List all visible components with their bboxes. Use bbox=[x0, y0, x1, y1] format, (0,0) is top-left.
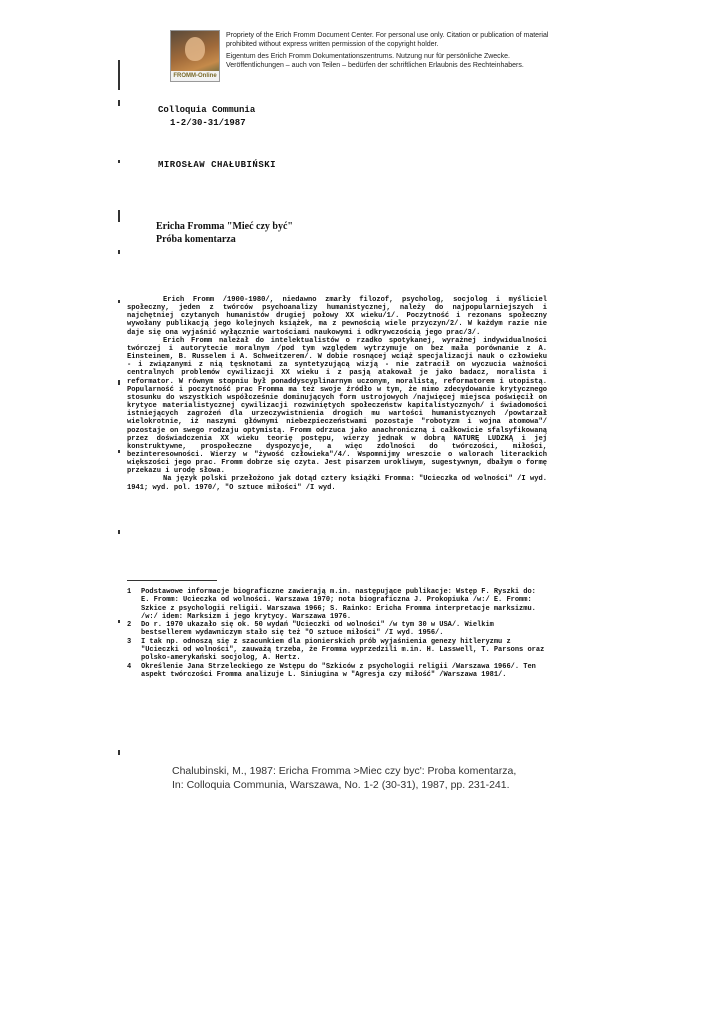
paragraph: Erich Fromm /1900-1980/, niedawno zmarły filozof, psycholog, socjolog i myśliciel społeczny, jeden z twórców psychoanalizy humanistycznej, należy do najpopularniejszych i najchętniej czytanych humanistów drugiej połowy XX wieku/1/. Poczytność i rezonans społeczny wywołany publikacją jego kolejnych książek, ma z pewnością wiele przyczyn/2/. W każdym razie nie daje się ona wyjaśnić wyłącznie wartościami naukowymi i odkrywczością jego prac/3/. bbox=[127, 296, 547, 337]
footnote-number: 3 bbox=[127, 637, 132, 646]
footnote-divider bbox=[127, 580, 217, 581]
footnote-number: 2 bbox=[127, 621, 132, 630]
scan-edge-marks bbox=[116, 60, 124, 780]
footnotes bbox=[127, 588, 547, 679]
footnote-number: 1 bbox=[127, 588, 132, 596]
article-body bbox=[127, 296, 547, 492]
copyright-notice bbox=[226, 31, 566, 73]
title-line-1: Ericha Fromma "Mieć czy być" bbox=[156, 221, 293, 232]
citation-line-2: In: Colloquia Communia, Warszawa, No. 1-2 (30-31), 1987, pp. 231-241. bbox=[172, 779, 510, 791]
paragraph: Erich Fromm należał do intelektualistów o rzadko spotykanej, wyrażnej indywidualności twórczej i autorytecie moralnym /pod tym względem wytrzymuje on bez mała porównanie z A. Einsteinem, B. Russelem i A. Schweitzerem/. W dobie rosnącej wciąż specjalizacji nauk o człowieku - i związanymi z nią tęsknotami za syntetyzującą wizją - nie zatracił on wyczucia ważności centralnych problemów cywilizacji XX wieku i z pasją atakował je jako badacz, moralista i reformator. W równym stopniu był ponaddyscyplinarnym uczonym, moralistą, reformatorem i utopistą. Popularność i poczytność prac Fromma ma też swoje źródło w tym, że mimo zdecydowanie krytycznego stosunku do wszystkich współcześnie dominujących form ustrojowych /najwięcej miejsca poświęcił on krytyce materialistycznej cywilizacji rozwiniętych społeczeństw kapitalistycznych/ i świadomości istniejących zagrożeń dla urzeczywistnienia drogich mu wartości humanistycznych /powtarzał wielokrotnie, iż naszymi głównymi niebezpieczeństwami pozostaje "robotyzm i wojna atomowa"/ pozostaje on swego rodzaju optymistą. Fromm odrzuca jako anachroniczną i całkowicie sfalsyfikowaną przez doświadczenia XX wieku teorię postępu, wierzy jednak w dobrą NATURĘ LUDZKĄ i jej konstruktywne, prospołeczne dyspozycje, a więc zdolności do twórczości, miłości, bezinteresowności. Wierzy w "żywość człowieka"/4/. Wspomnijmy wreszcie o walorach literackich większości jego prac. Fromm dobrze się czyta. Jest pisarzem urokliwym, sugestywnym, dbałym o formę przekazu i urodę słowa. bbox=[127, 336, 547, 476]
footnote-text: Określenie Jana Strzeleckiego ze Wstępu do "Szkiców z psychologii religii /Warszawa 1966/. Ten aspekt twórczości Fromma analizuje L. Siniugina w "Agresja czy miłość" /Warszawa 1981/. bbox=[141, 662, 536, 679]
journal-name: Colloquia Communia bbox=[158, 105, 256, 115]
citation-line-1: Chalubinski, M., 1987: Ericha Fromma >Miec czy byc': Proba komentarza, bbox=[172, 765, 517, 777]
footnote bbox=[127, 638, 547, 663]
footnote-number: 4 bbox=[127, 662, 132, 671]
paragraph: Na język polski przełożono jak dotąd cztery książki Fromma: "Ucieczka od wolności" /I wyd. 1941; wyd. pol. 1970/, "O sztuce miłości" /I wyd. bbox=[127, 475, 547, 492]
title-line-2: Próba komentarza bbox=[156, 234, 236, 245]
footnote-text: Do r. 1970 ukazało się ok. 50 wydań "Ucieczki od wolności" /w tym 30 w USA/. Wielkim bestsellerem wydawniczym stało się też "O sztuce miłości" /I wyd. 1956/. bbox=[141, 621, 494, 638]
footnote bbox=[127, 621, 547, 638]
copyright-header bbox=[170, 30, 570, 80]
footnote-text: Podstawowe informacje biograficzne zawierają m.in. następujące publikacje: Wstęp F. Ryszki do: E. Fromm: Ucieczka od wolności. Warszawa 1970; nota biograficzna J. Prokopiuka /w:/ E. Fromm: Szkice z psychologii religii. Warszawa 1966; S. Rainko: Ericha Fromma interpretacje marksizmu. /w:/ idem: Marksizm i jego krytycy. Warszawa 1976. bbox=[141, 588, 536, 621]
citation bbox=[172, 764, 552, 792]
article-title bbox=[156, 220, 293, 246]
notice-german: Eigentum des Erich Fromm Dokumentationszentrums. Nutzung nur für persönliche Zwecke. Veröffentlichungen – auch von Teilen – bedürfen der schriftlichen Erlaubnis des Rechteinhabers. bbox=[226, 53, 524, 69]
portrait-icon bbox=[185, 37, 205, 61]
author-name: MIROSŁAW CHAŁUBIŃSKI bbox=[158, 160, 277, 170]
journal-reference bbox=[158, 104, 255, 130]
journal-issue: 1-2/30-31/1987 bbox=[170, 118, 246, 128]
footnote bbox=[127, 588, 547, 621]
fromm-online-logo bbox=[170, 30, 220, 82]
footnote-text: I tak np. odnoszą się z szacunkiem dla pionierskich prób wyjaśnienia genezy hitleryzmu z "Ucieczki od wolności", zauważą trzeba, że Fromma wyprzedzili m.in. H. Lasswell, T. Parsons oraz polsko-amerykański socjolog, A. Hertz. bbox=[141, 637, 545, 663]
notice-english: Propriety of the Erich Fromm Document Center. For personal use only. Citation or publication of material prohibited without express written permission of the copyright holder. bbox=[226, 32, 549, 48]
logo-caption: FROMM-Online bbox=[171, 71, 219, 81]
footnote bbox=[127, 663, 547, 680]
